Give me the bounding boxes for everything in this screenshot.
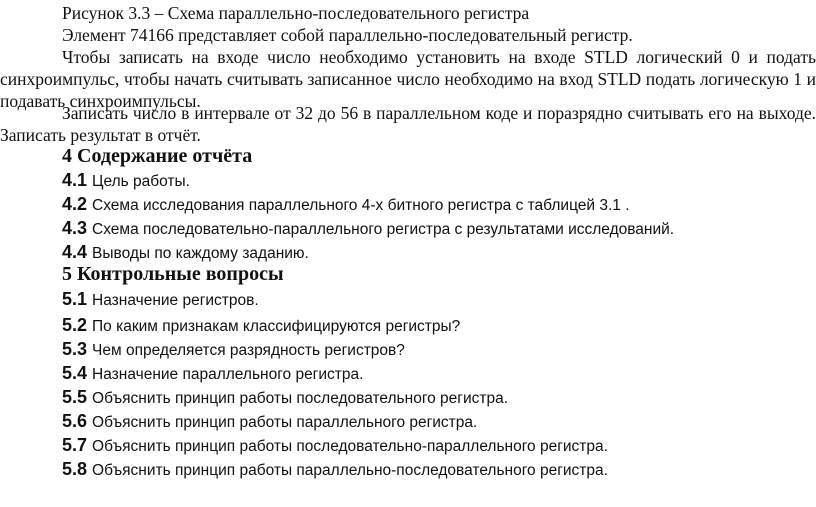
item-text: Объяснить принцип работы параллельно-последовательного регистра. xyxy=(92,462,608,479)
item-number: 5.2 xyxy=(62,315,88,335)
item-text: Цель работы. xyxy=(92,173,190,190)
paragraph-1-line-3: подавать синхроимпульсы. xyxy=(0,91,201,111)
section-5-item xyxy=(62,457,608,483)
section-4-item xyxy=(62,216,674,242)
section-5-heading: 5 Контрольные вопросы xyxy=(62,263,284,285)
item-number: 5.5 xyxy=(62,387,88,407)
item-number: 5.3 xyxy=(62,339,88,359)
item-number: 4.3 xyxy=(62,218,88,238)
section-4-item xyxy=(62,192,630,218)
item-text: По каким признакам классифицируются регистры? xyxy=(92,318,461,335)
section-5-item xyxy=(62,409,477,435)
item-number: 5.4 xyxy=(62,363,88,383)
section-5-item xyxy=(62,433,608,459)
item-number: 4.1 xyxy=(62,170,88,190)
section-5-item xyxy=(62,287,259,313)
item-text: Схема исследования параллельного 4-х битного регистра с таблицей 3.1 . xyxy=(92,197,630,214)
item-text: Назначение параллельного регистра. xyxy=(92,366,364,383)
item-text: Назначение регистров. xyxy=(92,292,259,309)
section-5-item xyxy=(62,337,405,363)
paragraph-2-line-1: Записать число в интервале от 32 до 56 в параллельном коде и поразрядно считывать его на выходе. xyxy=(62,103,816,123)
paragraph-1-line-1: Чтобы записать на входе число необходимо установить на входе STLD логический 0 и подать xyxy=(62,47,816,67)
item-text: Выводы по каждому заданию. xyxy=(92,245,309,262)
section-4-heading: 4 Содержание отчёта xyxy=(62,145,253,167)
item-text: Чем определяется разрядность регистров? xyxy=(92,342,405,359)
item-text: Объяснить принцип работы последовательно-параллельного регистра. xyxy=(92,438,608,455)
paragraph-1-line-2: синхроимпульс, чтобы начать считывать записанное число необходимо на вход STLD подать логическую 1 и xyxy=(0,69,816,89)
section-5-item xyxy=(62,313,460,339)
item-number: 5.8 xyxy=(62,459,88,479)
section-5-item xyxy=(62,361,363,387)
section-5-item xyxy=(62,385,508,411)
section-4-item xyxy=(62,168,190,194)
item-text: Объяснить принцип работы параллельного регистра. xyxy=(92,414,478,431)
item-number: 5.1 xyxy=(62,289,88,309)
item-number: 4.2 xyxy=(62,194,88,214)
item-number: 4.4 xyxy=(62,242,88,262)
element-description: Элемент 74166 представляет собой параллельно-последовательный регистр. xyxy=(62,25,633,45)
figure-caption: Рисунок 3.3 – Схема параллельно-последовательного регистра xyxy=(62,3,530,23)
paragraph-2-line-2: Записать результат в отчёт. xyxy=(0,125,201,145)
item-number: 5.6 xyxy=(62,411,88,431)
item-number: 5.7 xyxy=(62,435,88,455)
item-text: Схема последовательно-параллельного регистра с результатами исследований. xyxy=(92,221,675,238)
item-text: Объяснить принцип работы последовательного регистра. xyxy=(92,390,509,407)
